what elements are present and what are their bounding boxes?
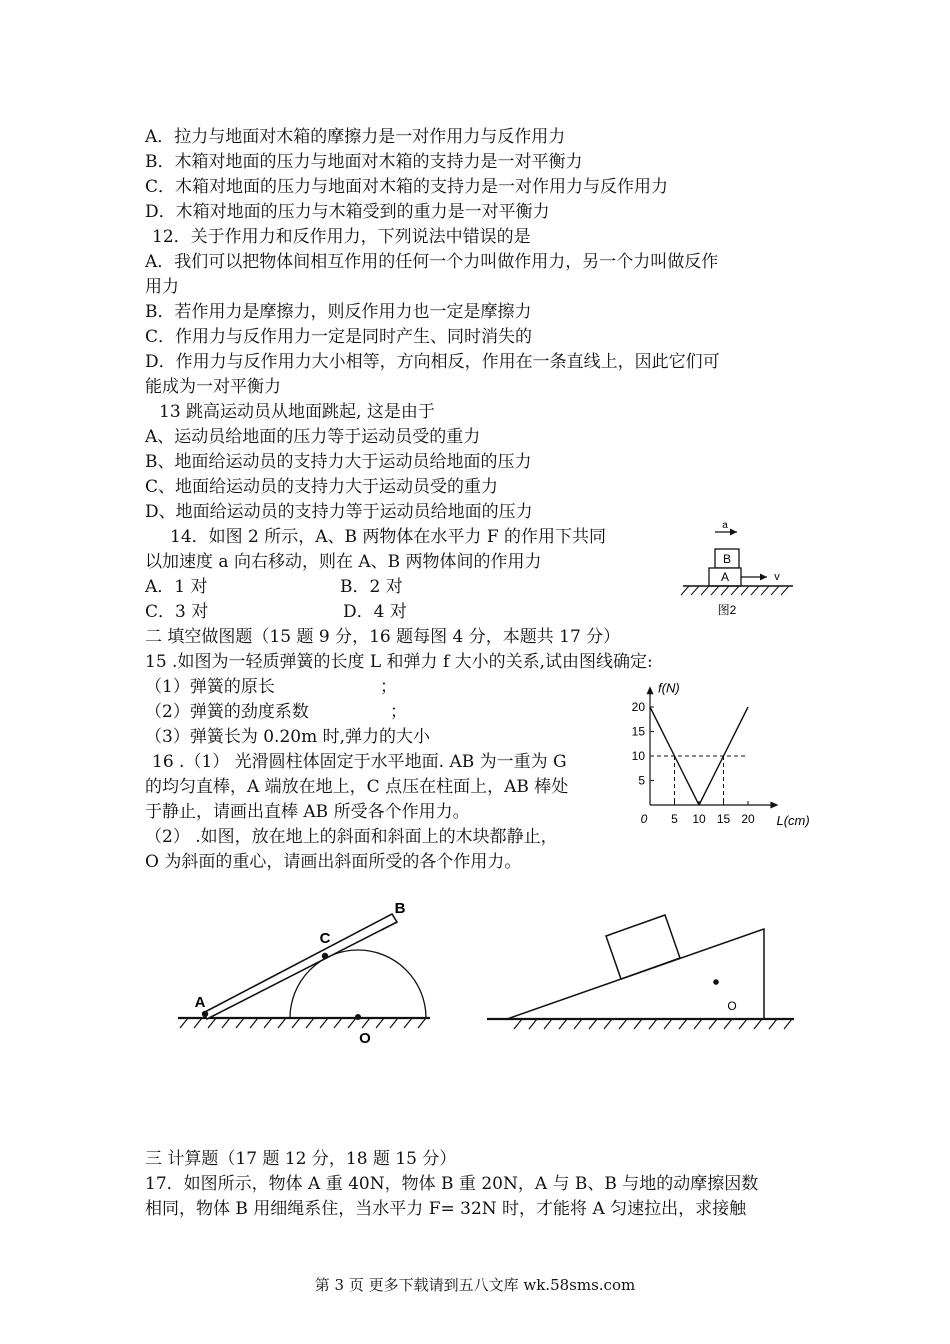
figure-2-caption: 图2 bbox=[717, 603, 737, 617]
block-b-label: B bbox=[722, 552, 732, 566]
block-a-label: A bbox=[720, 570, 730, 584]
q13-option-a: A、运动员给地面的压力等于运动员受的重力 bbox=[145, 427, 481, 447]
cylinder-center-dot bbox=[355, 1014, 361, 1020]
point-a-dot bbox=[202, 1011, 208, 1017]
acceleration-label: a bbox=[722, 520, 728, 531]
y-axis-label: f(N) bbox=[658, 680, 680, 696]
label-o: O bbox=[359, 1030, 371, 1047]
q17-line-1: 17．如图所示，物体 A 重 40N，物体 B 重 20N，A 与 B、B 与地的动摩擦因数 bbox=[145, 1174, 759, 1194]
q15-part-1: （1）弹簧的原长 bbox=[145, 677, 275, 697]
q15-part-2: （2）弹簧的劲度系数 bbox=[145, 702, 309, 722]
y-tick-label: 5 bbox=[638, 773, 645, 788]
q17-line-2: 相同，物体 B 用细绳系住，当水平力 F= 32N 时，才能将 A 匀速拉出，求接触 bbox=[145, 1199, 747, 1219]
label-a: A bbox=[194, 994, 206, 1011]
label-o: O bbox=[727, 999, 737, 1013]
q12-option-c: C．作用力与反作用力一定是同时产生、同时消失的 bbox=[145, 327, 533, 347]
q11-option-d: D．木箱对地面的压力与木箱受到的重力是一对平衡力 bbox=[145, 202, 550, 222]
q13-option-c: C、地面给运动员的支持力大于运动员受的重力 bbox=[145, 477, 499, 497]
q11-option-a: A．拉力与地面对木箱的摩擦力是一对作用力与反作用力 bbox=[145, 127, 566, 147]
x-tick-label: 0 bbox=[640, 812, 648, 826]
q15-stem: 15 .如图为一轻质弹簧的长度 L 和弹力 f 大小的关系,试由图线确定: bbox=[145, 652, 653, 672]
q13-stem: 13 跳高运动员从地面跳起, 这是由于 bbox=[159, 402, 435, 422]
figure-2-blocks bbox=[675, 518, 805, 628]
rod-ab bbox=[203, 914, 397, 1019]
q12-option-b: B．若作用力是摩擦力，则反作用力也一定是摩擦力 bbox=[145, 302, 532, 322]
ground-hatching bbox=[681, 586, 789, 595]
wooden-block bbox=[606, 915, 680, 979]
center-of-gravity-dot bbox=[713, 979, 719, 985]
velocity-arrowhead bbox=[760, 574, 767, 581]
x-tick-label: 20 bbox=[741, 812, 755, 826]
ground-hatching bbox=[180, 1018, 426, 1028]
y-axis-arrowhead bbox=[647, 686, 654, 694]
x-tick-label: 5 bbox=[671, 812, 678, 826]
x-tick-label: 10 bbox=[692, 812, 706, 826]
y-tick-label: 15 bbox=[631, 724, 645, 739]
x-axis-label: L(cm) bbox=[776, 813, 810, 828]
q12-option-a: A．我们可以把物体间相互作用的任何一个力叫做作用力，另一个力叫做反作 bbox=[145, 252, 719, 272]
q11-option-c: C．木箱对地面的压力与地面对木箱的支持力是一对作用力与反作用力 bbox=[145, 177, 669, 197]
q14-stem-cont: 以加速度 a 向右移动，则在 A、B 两物体间的作用力 bbox=[145, 552, 542, 572]
q15-part-1-end: ； bbox=[380, 677, 397, 697]
ground-hatching bbox=[514, 1019, 792, 1029]
label-b: B bbox=[394, 900, 406, 917]
x-tick-label: 15 bbox=[716, 812, 731, 826]
section-3-title: 三 计算题（17 题 12 分，18 题 15 分） bbox=[145, 1149, 457, 1169]
q14-option-d: D．4 对 bbox=[343, 602, 407, 622]
figure-rod-on-cylinder bbox=[170, 895, 435, 1055]
q16-part-1-line-1: 16 .（1） 光滑圆柱体固定于水平地面. AB 为一重为 G bbox=[152, 752, 567, 772]
q15-part-3: （3）弹簧长为 0.20m 时,弹力的大小 bbox=[145, 727, 430, 747]
point-c-dot bbox=[322, 953, 328, 959]
y-tick-label: 10 bbox=[631, 749, 645, 763]
q14-option-b: B．2 对 bbox=[340, 577, 403, 597]
q16-part-2-line-2: O 为斜面的重心，请画出斜面所受的各个作用力。 bbox=[145, 852, 522, 872]
velocity-label: v bbox=[774, 571, 780, 583]
label-c: C bbox=[319, 930, 331, 947]
q16-part-1-line-3: 于静止，请画出直棒 AB 所受各个作用力。 bbox=[145, 802, 470, 822]
q14-option-c: C．3 对 bbox=[145, 602, 209, 622]
q12-option-d: D．作用力与反作用力大小相等，方向相反，作用在一条直线上，因此它们可 bbox=[145, 352, 720, 372]
q16-part-2-line-1: （2） .如图，放在地上的斜面和斜面上的木块都静止， bbox=[145, 827, 558, 847]
q13-option-d: D、地面给运动员的支持力等于运动员给地面的压力 bbox=[145, 502, 533, 522]
section-2-title: 二 填空做图题（15 题 9 分，16 题每图 4 分，本题共 17 分） bbox=[145, 627, 621, 647]
q16-part-1-line-2: 的均匀直棒，A 端放在地上，C 点压在柱面上，AB 棒处 bbox=[145, 777, 569, 797]
q13-option-b: B、地面给运动员的支持力大于运动员给地面的压力 bbox=[145, 452, 532, 472]
q14-stem: 14．如图 2 所示，A、B 两物体在水平力 F 的作用下共同 bbox=[170, 527, 607, 547]
figure-block-on-incline bbox=[482, 905, 802, 1035]
spring-force-chart bbox=[625, 678, 810, 833]
y-tick-label: 20 bbox=[631, 700, 645, 714]
q11-option-b: B．木箱对地面的压力与地面对木箱的支持力是一对平衡力 bbox=[145, 152, 583, 172]
x-axis-arrowhead bbox=[771, 802, 779, 809]
page-footer: 第 3 页 更多下载请到五八文库 wk.58sms.com bbox=[314, 1276, 636, 1294]
q12-option-a-cont: 用力 bbox=[145, 277, 179, 297]
q14-option-a: A．1 对 bbox=[145, 577, 208, 597]
q12-stem: 12．关于作用力和反作用力，下列说法中错误的是 bbox=[152, 227, 531, 247]
q15-part-2-end: ； bbox=[390, 702, 407, 722]
acceleration-arrowhead bbox=[730, 529, 737, 536]
q12-option-d-cont: 能成为一对平衡力 bbox=[145, 377, 281, 397]
